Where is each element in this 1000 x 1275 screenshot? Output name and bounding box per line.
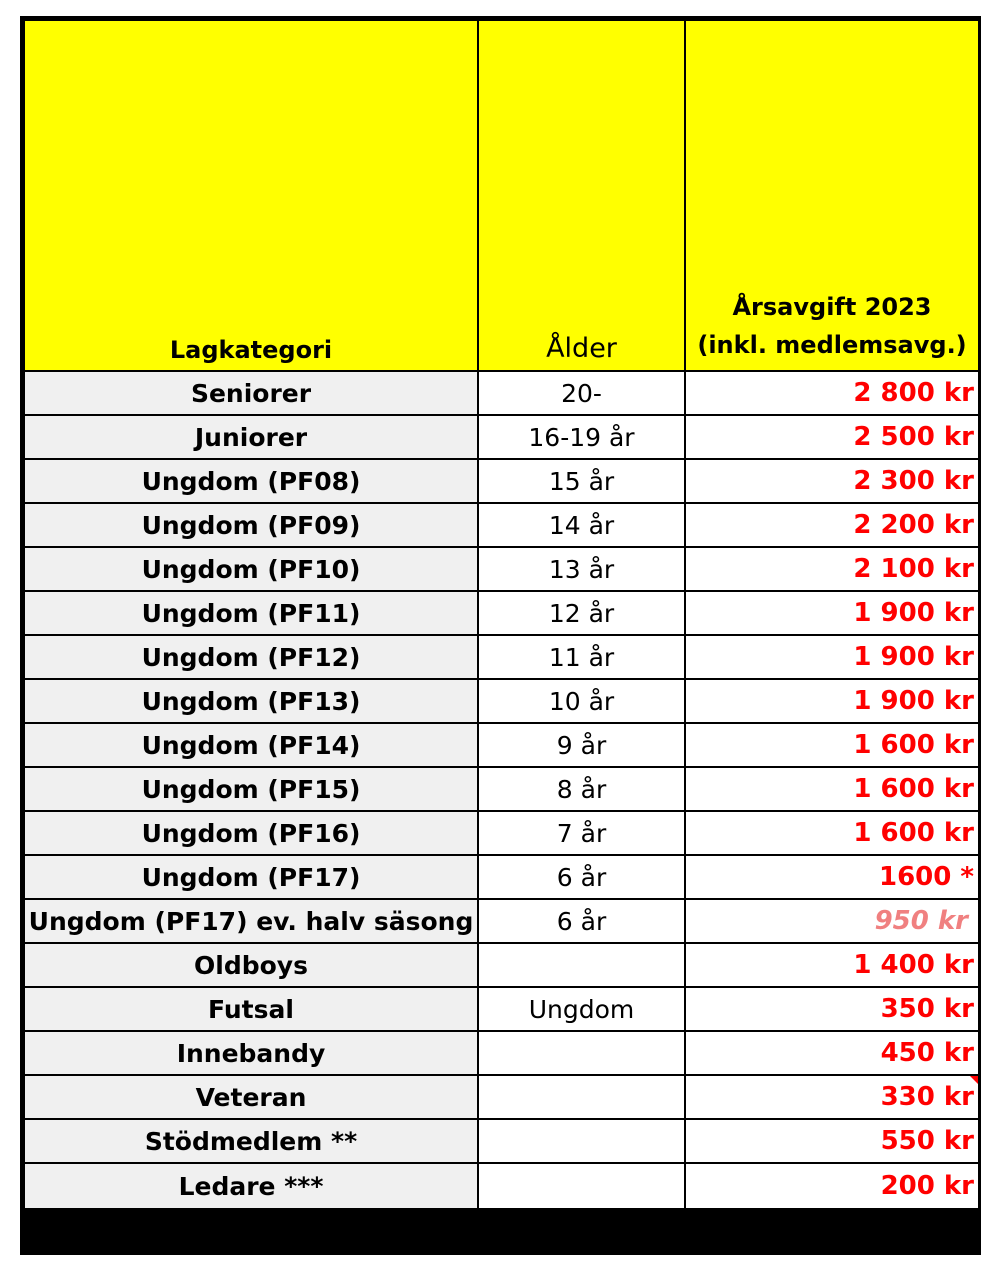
table-row [24, 1075, 979, 1119]
table-row [24, 811, 979, 855]
table-header-row [24, 20, 979, 371]
table-row [24, 943, 979, 987]
fee-value: 330 kr [880, 1082, 974, 1112]
fee-cell [685, 1075, 979, 1119]
fee-cell: 950 kr [685, 899, 979, 943]
table-row [24, 899, 979, 943]
table-row [24, 415, 979, 459]
fee-cell: 2 300 kr [685, 459, 979, 503]
age-cell: 13 år [478, 547, 685, 591]
fee-cell: 1600 * [685, 855, 979, 899]
table-row [24, 1119, 979, 1163]
age-cell [478, 943, 685, 987]
fee-table-container [20, 16, 981, 1255]
category-cell: Ungdom (PF15) [24, 767, 478, 811]
category-cell: Ungdom (PF09) [24, 503, 478, 547]
category-cell: Juniorer [24, 415, 478, 459]
category-cell: Oldboys [24, 943, 478, 987]
age-cell: 15 år [478, 459, 685, 503]
table-row [24, 547, 979, 591]
table-row [24, 459, 979, 503]
age-cell: 9 år [478, 723, 685, 767]
age-cell: 14 år [478, 503, 685, 547]
header-fee-line1: Årsavgift 2023 [732, 293, 932, 321]
category-cell: Ungdom (PF14) [24, 723, 478, 767]
table-row [24, 723, 979, 767]
table-row [24, 767, 979, 811]
age-cell: 16-19 år [478, 415, 685, 459]
category-cell: Ungdom (PF13) [24, 679, 478, 723]
category-cell: Ungdom (PF08) [24, 459, 478, 503]
table-row [24, 855, 979, 899]
fee-cell: 1 900 kr [685, 591, 979, 635]
category-cell: Innebandy [24, 1031, 478, 1075]
fee-cell: 1 900 kr [685, 679, 979, 723]
table-row [24, 679, 979, 723]
header-category: Lagkategori [24, 20, 478, 371]
table-row [24, 1031, 979, 1075]
fee-cell: 1 900 kr [685, 635, 979, 679]
category-cell: Ungdom (PF12) [24, 635, 478, 679]
fee-cell [685, 1031, 979, 1075]
category-cell: Ungdom (PF16) [24, 811, 478, 855]
fee-table [23, 19, 980, 1210]
category-cell: Ledare *** [24, 1163, 478, 1209]
header-fee [685, 20, 979, 371]
category-cell: Veteran [24, 1075, 478, 1119]
age-cell [478, 1119, 685, 1163]
category-cell: Ungdom (PF11) [24, 591, 478, 635]
category-cell: Stödmedlem ** [24, 1119, 478, 1163]
fee-cell: 1 600 kr [685, 811, 979, 855]
fee-cell: 2 200 kr [685, 503, 979, 547]
table-row [24, 503, 979, 547]
fee-cell: 350 kr [685, 987, 979, 1031]
fee-cell: 1 600 kr [685, 767, 979, 811]
table-row [24, 635, 979, 679]
header-fee-line2: (inkl. medlemsavg.) [697, 331, 967, 359]
age-cell: 7 år [478, 811, 685, 855]
age-cell: 12 år [478, 591, 685, 635]
table-row [24, 591, 979, 635]
fee-cell: 1 600 kr [685, 723, 979, 767]
header-age: Ålder [478, 20, 685, 371]
age-cell [478, 1075, 685, 1119]
fee-cell: 2 500 kr [685, 415, 979, 459]
table-row [24, 987, 979, 1031]
table-row [24, 1163, 979, 1209]
table-row [24, 371, 979, 415]
category-cell: Ungdom (PF10) [24, 547, 478, 591]
age-cell: 10 år [478, 679, 685, 723]
age-cell [478, 1163, 685, 1209]
age-cell: 11 år [478, 635, 685, 679]
age-cell: Ungdom [478, 987, 685, 1031]
fee-cell: 2 100 kr [685, 547, 979, 591]
age-cell: 6 år [478, 855, 685, 899]
fee-value: 450 kr [880, 1038, 974, 1068]
fee-cell: 550 kr [685, 1119, 979, 1163]
age-cell [478, 1031, 685, 1075]
category-cell: Futsal [24, 987, 478, 1031]
age-cell: 8 år [478, 767, 685, 811]
category-cell: Seniorer [24, 371, 478, 415]
age-cell: 6 år [478, 899, 685, 943]
fee-cell: 1 400 kr [685, 943, 979, 987]
comment-indicator-icon[interactable] [970, 1076, 978, 1084]
age-cell: 20- [478, 371, 685, 415]
category-cell: Ungdom (PF17) [24, 855, 478, 899]
fee-cell: 200 kr [685, 1163, 979, 1209]
category-cell: Ungdom (PF17) ev. halv säsong [24, 899, 478, 943]
fee-cell: 2 800 kr [685, 371, 979, 415]
